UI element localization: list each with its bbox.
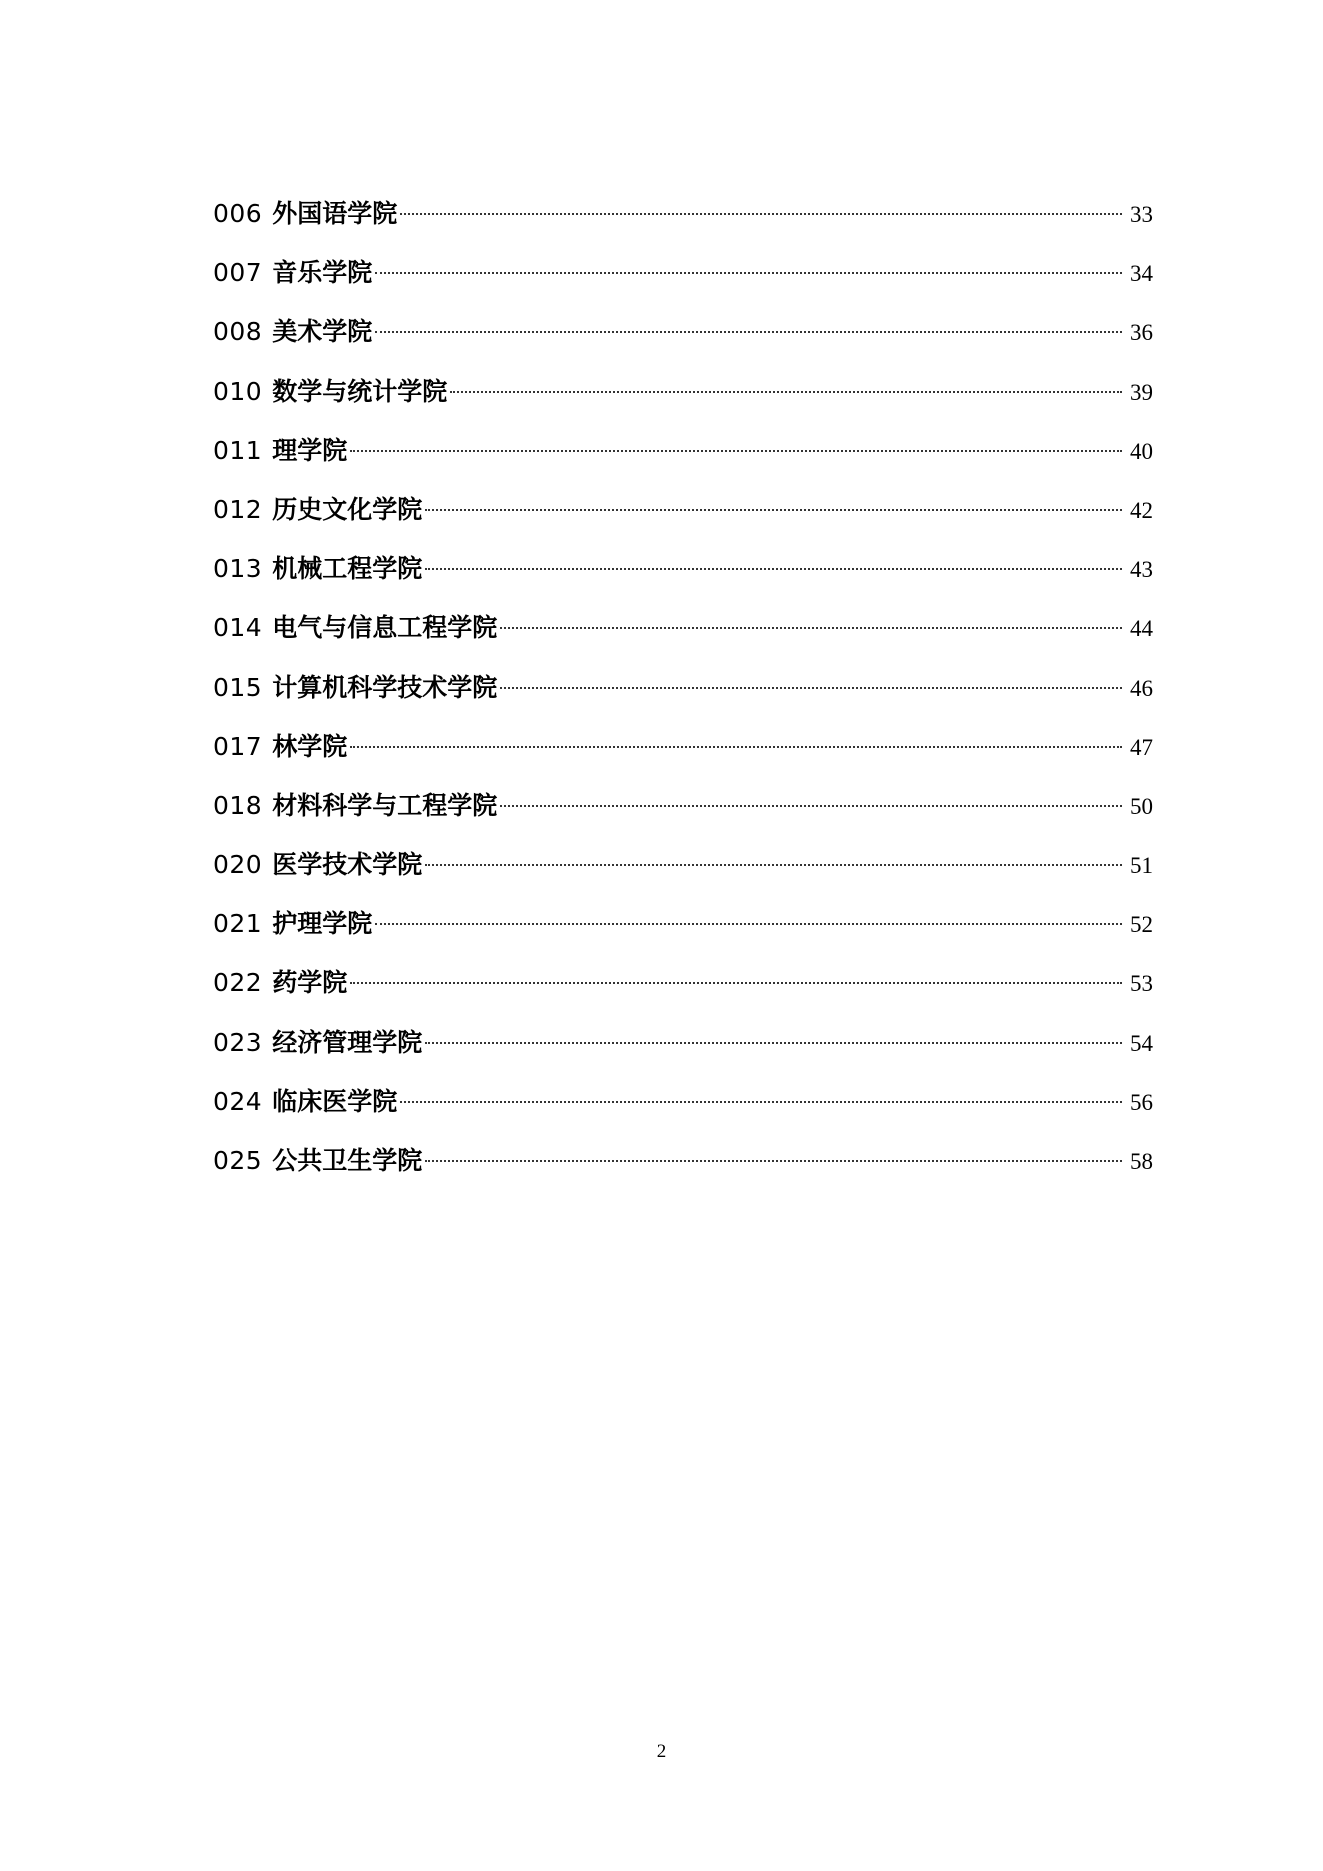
toc-entry-title: 音乐学院 — [272, 258, 373, 288]
toc-entry-code: 008 — [213, 317, 263, 347]
dot-leader — [375, 923, 1122, 925]
toc-entry-code: 006 — [213, 199, 263, 228]
dot-leader — [350, 450, 1122, 452]
toc-entry-title: 机械工程学院 — [272, 554, 423, 584]
toc-entry-title: 理学院 — [272, 435, 348, 465]
dot-leader — [500, 687, 1122, 689]
toc-entry[interactable] — [213, 196, 1153, 255]
dot-leader — [425, 509, 1122, 511]
toc-entry-title: 材料科学与工程学院 — [272, 790, 498, 820]
toc-entry-page: 46 — [1130, 675, 1153, 701]
dot-leader — [350, 746, 1122, 748]
dot-leader — [425, 1042, 1122, 1044]
toc-entry-title: 临床医学院 — [272, 1086, 398, 1116]
toc-entry-page: 51 — [1130, 853, 1153, 879]
toc-entry-title: 美术学院 — [272, 317, 373, 347]
toc-entry-code: 020 — [213, 850, 263, 880]
toc-entry-title: 经济管理学院 — [272, 1027, 423, 1057]
toc-entry-page: 58 — [1130, 1149, 1153, 1174]
toc-entry-code: 018 — [213, 790, 263, 820]
toc-entry-code: 012 — [213, 494, 263, 524]
toc-entry-title: 计算机科学技术学院 — [272, 672, 498, 702]
toc-entry-title: 外国语学院 — [272, 199, 398, 228]
toc-entry[interactable] — [213, 1143, 1153, 1202]
toc-entry[interactable] — [213, 314, 1153, 373]
toc-entry-title: 林学院 — [272, 731, 348, 761]
dot-leader — [400, 1101, 1122, 1103]
toc-entry[interactable] — [213, 788, 1153, 847]
toc-entry[interactable] — [213, 610, 1153, 669]
toc-entry-page: 36 — [1130, 320, 1153, 346]
dot-leader — [500, 627, 1122, 629]
toc-entry[interactable] — [213, 670, 1153, 729]
toc-entry-code: 023 — [213, 1027, 263, 1057]
dot-leader — [500, 805, 1122, 807]
toc-entry-code: 024 — [213, 1086, 263, 1116]
toc-entry-page: 42 — [1130, 497, 1153, 523]
toc-entry-page: 44 — [1130, 616, 1153, 642]
dot-leader — [375, 272, 1122, 274]
toc-entry-page: 47 — [1130, 734, 1153, 760]
toc-entry[interactable] — [213, 906, 1153, 965]
toc-entry[interactable] — [213, 255, 1153, 314]
toc-entry-title: 公共卫生学院 — [272, 1146, 423, 1175]
dot-leader — [400, 213, 1122, 215]
toc-entry-title: 医学技术学院 — [272, 850, 423, 880]
toc-entry-code: 025 — [213, 1146, 263, 1175]
toc-entry-page: 50 — [1130, 793, 1153, 819]
toc-entry-title: 护理学院 — [272, 909, 373, 939]
toc-entry-title: 历史文化学院 — [272, 494, 423, 524]
toc-entry-code: 013 — [213, 554, 263, 584]
toc-entry[interactable] — [213, 433, 1153, 492]
toc-entry-page: 33 — [1130, 202, 1153, 227]
dot-leader — [425, 864, 1122, 866]
dot-leader — [425, 568, 1122, 570]
toc-entry[interactable] — [213, 965, 1153, 1024]
toc-entry-code: 017 — [213, 731, 263, 761]
toc-entry-code: 014 — [213, 613, 263, 643]
toc-entry-title: 电气与信息工程学院 — [272, 613, 498, 643]
dot-leader — [375, 331, 1122, 333]
dot-leader — [450, 391, 1122, 393]
toc-entry-code: 015 — [213, 672, 263, 702]
toc-entry[interactable] — [213, 1025, 1153, 1084]
toc-entry[interactable] — [213, 1084, 1153, 1143]
dot-leader — [350, 982, 1122, 984]
table-of-contents — [213, 196, 1153, 1202]
toc-entry-code: 007 — [213, 258, 263, 288]
toc-entry-page: 52 — [1130, 912, 1153, 938]
page-number: 2 — [656, 1741, 667, 1762]
dot-leader — [425, 1160, 1122, 1162]
toc-entry-code: 022 — [213, 968, 263, 998]
toc-entry[interactable] — [213, 492, 1153, 551]
toc-entry-code: 011 — [213, 435, 263, 465]
toc-entry-page: 40 — [1130, 438, 1153, 464]
toc-entry[interactable] — [213, 551, 1153, 610]
toc-entry[interactable] — [213, 729, 1153, 788]
toc-entry-page: 39 — [1130, 379, 1153, 405]
toc-entry-page: 34 — [1130, 261, 1153, 287]
toc-entry-page: 43 — [1130, 557, 1153, 583]
toc-entry-title: 药学院 — [272, 968, 348, 998]
toc-entry[interactable] — [213, 847, 1153, 906]
toc-entry-page: 54 — [1130, 1030, 1153, 1056]
toc-entry-page: 56 — [1130, 1089, 1153, 1115]
toc-entry[interactable] — [213, 374, 1153, 433]
toc-entry-page: 53 — [1130, 971, 1153, 997]
toc-entry-title: 数学与统计学院 — [272, 376, 448, 406]
toc-entry-code: 021 — [213, 909, 263, 939]
toc-entry-code: 010 — [213, 376, 263, 406]
